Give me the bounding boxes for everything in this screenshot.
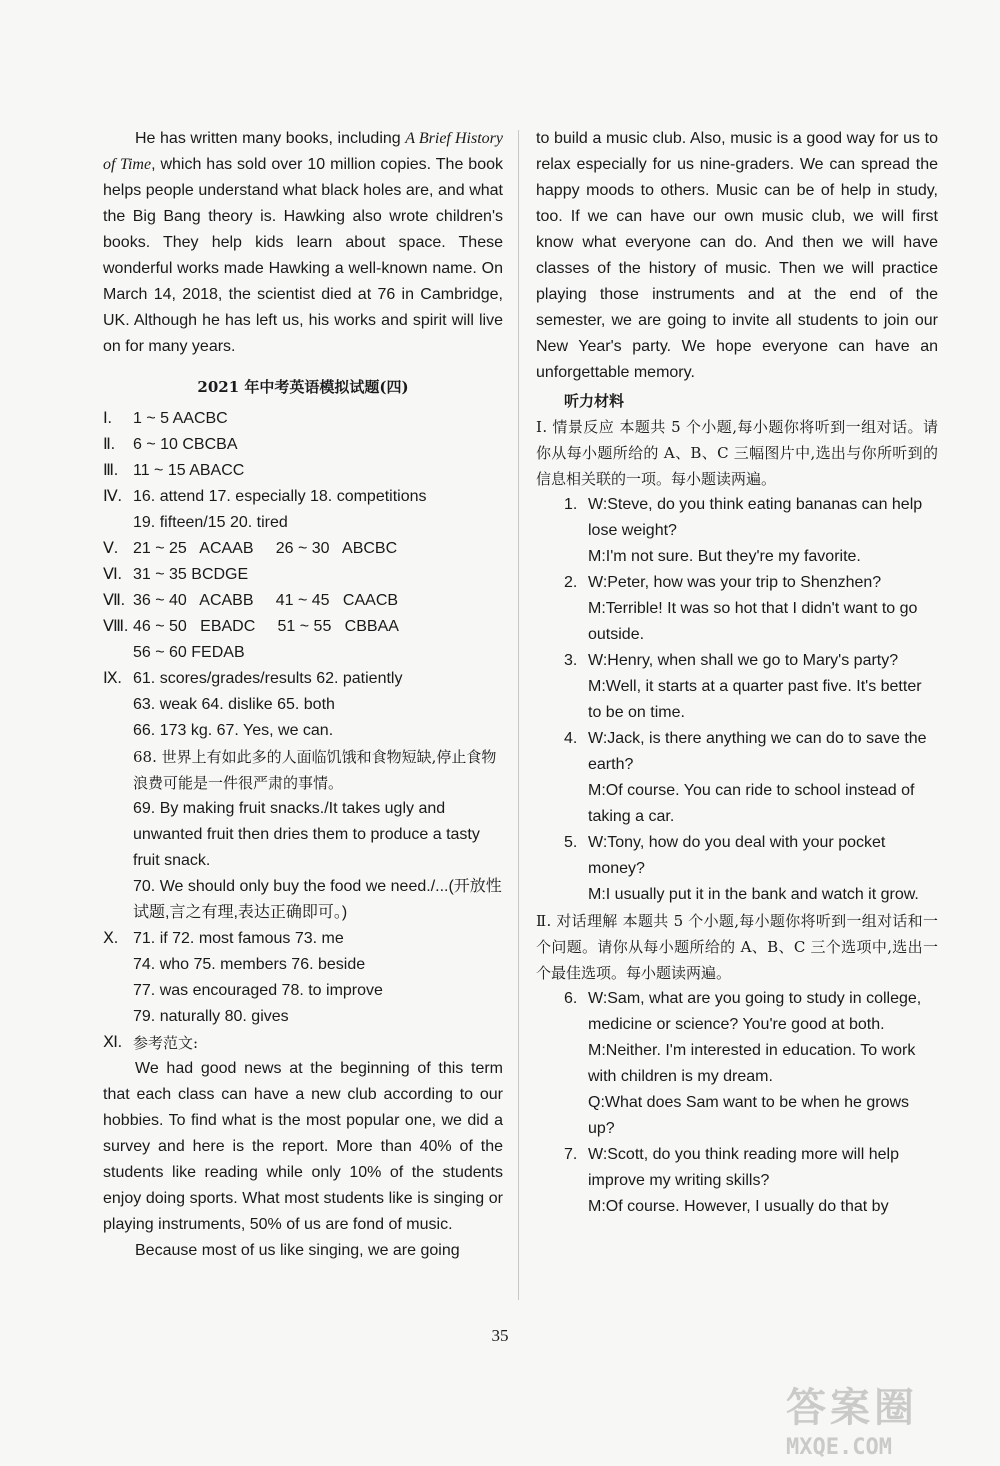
left-column: [103, 126, 503, 1264]
dialogue-2-m: M:Terrible! It was so hot that I didn't want to go outside.: [588, 600, 918, 643]
answer-section-4: Ⅳ. 16. attend 17. especially 18. competitions 19. fifteen/15 20. tired: [103, 488, 427, 531]
answer-section-11: Ⅺ. 参考范文:: [103, 1034, 199, 1052]
answer-69: 69. By making fruit snacks./It takes ugly and unwanted fruit then dries them to produce a tasty fruit snack.: [133, 800, 480, 869]
answer-68: 68. 世界上有如此多的人面临饥饿和食物短缺,停止食物浪费可能是一件很严肃的事情。: [133, 748, 497, 792]
watermark-line-2: MXQE.COM: [786, 1435, 892, 1460]
column-divider: [518, 130, 519, 1300]
page-number: 35: [491, 1326, 509, 1345]
dialogue-6-m: M:Neither. I'm interested in education. To work with children is my dream.: [588, 1042, 916, 1085]
dialogue-7-w: 7. W:Scott, do you think reading more will help improve my writing skills?: [564, 1146, 899, 1189]
right-column: [536, 126, 938, 1220]
dialogue-7-m: M:Of course. However, I usually do that by: [588, 1198, 889, 1215]
answer-section-3: Ⅲ. 11 ~ 15 ABACC: [103, 462, 245, 479]
answer-section-1: Ⅰ. 1 ~ 5 AACBC: [103, 410, 228, 427]
dialogue-3-w: 3. W:Henry, when shall we go to Mary's party?: [564, 652, 899, 669]
watermark-logo: [786, 1376, 986, 1458]
dialogue-1-w: 1. W:Steve, do you think eating bananas can help lose weight?: [564, 496, 923, 539]
book-title: A Brief History of Time: [103, 130, 504, 173]
dialogue-6-q: Q:What does Sam want to be when he grows up?: [588, 1094, 910, 1137]
essay-continuation: to build a music club. Also, music is a good way for us to relax especially for us nine-graders. We can spread the happy moods to others. Music can be of help in study, too. If we can have our own music club, we will first know what everyone can do. And then we will have classes of the history of music. Then we will practice playing those instruments and at the end of the semester, we are going to invite all students to join our New Year's party. We hope everyone can have an unforgettable memory.: [536, 130, 938, 381]
exam-title: 2021 年中考英语模拟试题(四): [197, 378, 409, 396]
dialogue-3-m: M:Well, it starts at a quarter past five. It's better to be on time.: [588, 678, 922, 721]
dialogue-1-m: M:I'm not sure. But they're my favorite.: [588, 548, 861, 565]
answer-section-9: Ⅸ. 61. scores/grades/results 62. patiently 63. weak 64. dislike 65. both 66. 173 kg. 67. Yes, we can. 68. 世界上有如此多的人面临饥饿和食物短缺,停止食物浪费可能是一件很严肃的事情。 69. By making fruit snacks./It takes ugly and unwanted fruit then dries them to produce a tasty fruit snack. 70. We should only buy the food we need./...(开放性试题,言之有理,表达正确即可。): [103, 666, 503, 926]
answer-section-2: Ⅱ. 6 ~ 10 CBCBA: [103, 436, 238, 453]
answer-section-5: Ⅴ. 21 ~ 25 ACAAB 26 ~ 30 ABCBC: [103, 540, 398, 557]
answer-section-7: Ⅶ. 36 ~ 40 ACABB 41 ~ 45 CAACB: [103, 592, 399, 609]
dialogue-4-m: M:Of course. You can ride to school instead of taking a car.: [588, 782, 915, 825]
answer-section-8: Ⅷ. 46 ~ 50 EBADC 51 ~ 55 CBBAA 56 ~ 60 FEDAB: [103, 618, 399, 661]
intro-paragraph: He has written many books, including A Brief History of Time, which has sold over 10 million copies. The book helps people understand what black holes are, and what the Big Bang theory is. Hawking also wrote children's books. They help kids learn about space. These wonderful works made Hawking a well-known name. On March 14, 2018, the scientist died at 76 in Cambridge, UK. Although he has left us, his works and spirit will live on for many years.: [103, 130, 504, 355]
answer-section-10: Ⅹ. 71. if 72. most famous 73. me 74. who 75. members 76. beside 77. was encouraged 78. to improve 79. naturally 80. gives: [103, 930, 383, 1025]
essay-paragraph-2: Because most of us like singing, we are going: [135, 1242, 460, 1259]
answer-section-6: Ⅵ. 31 ~ 35 BCDGE: [103, 566, 249, 583]
essay-paragraph-1: We had good news at the beginning of this term that each class can have a new club according to our hobbies. To find what is the most popular one, we did a survey and here is the report. More than 40% of the students like reading while only 10% of the students enjoy doing sports. What most students like is singing or playing instruments, 50% of us are fond of music.: [103, 1060, 503, 1233]
answer-70: 70. We should only buy the food we need./...(开放性试题,言之有理,表达正确即可。): [133, 878, 502, 921]
listening-section-2-instructions: Ⅱ. 对话理解 本题共 5 个小题,每小题你将听到一组对话和一个问题。请你从每小题所给的 A、B、C 三个选项中,选出一个最佳选项。每小题读两遍。: [536, 912, 938, 982]
dialogue-5-w: 5. W:Tony, how do you deal with your pocket money?: [564, 834, 886, 877]
dialogue-2-w: 2. W:Peter, how was your trip to Shenzhen?: [564, 574, 882, 591]
watermark-line-1: 答案圈: [786, 1385, 918, 1431]
dialogue-6-w: 6. W:Sam, what are you going to study in college, medicine or science? You're good at both.: [564, 990, 922, 1033]
listening-section-1-instructions: Ⅰ. 情景反应 本题共 5 个小题,每小题你将听到一组对话。请你从每小题所给的 A、B、C 三幅图片中,选出与你所听到的信息相关联的一项。每小题读两遍。: [536, 418, 938, 488]
listening-title: 听力材料: [564, 392, 625, 410]
dialogue-4-w: 4. W:Jack, is there anything we can do to save the earth?: [564, 730, 927, 773]
dialogue-5-m: M:I usually put it in the bank and watch it grow.: [588, 886, 919, 903]
